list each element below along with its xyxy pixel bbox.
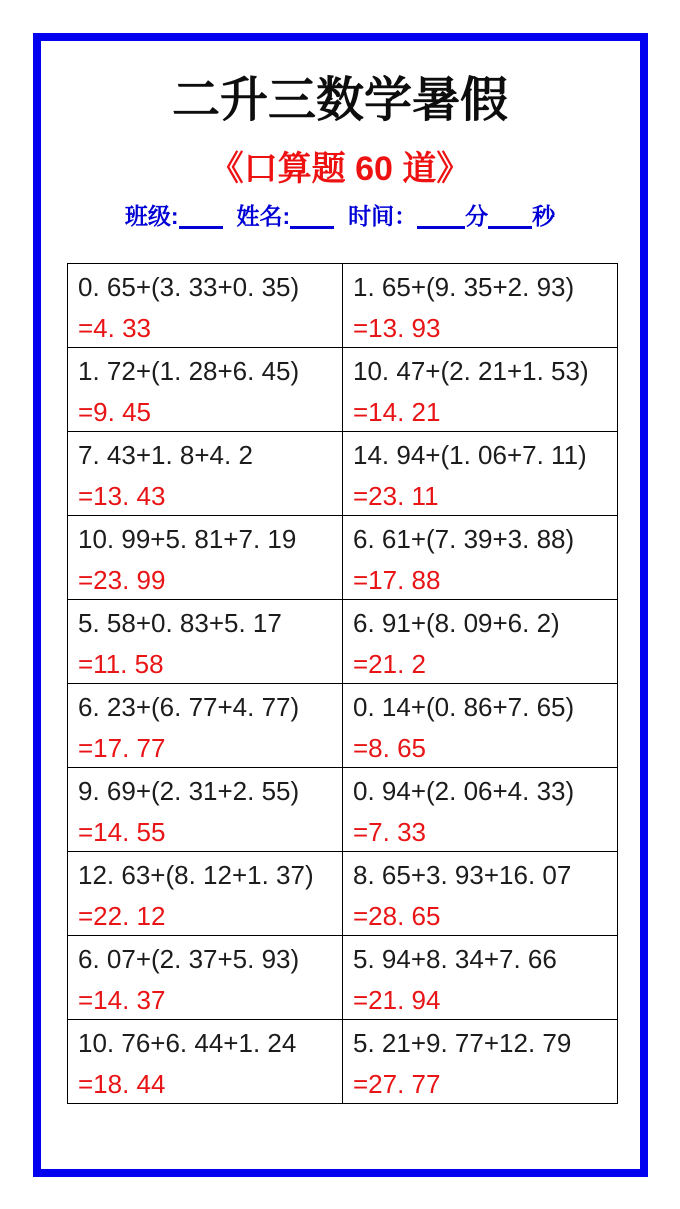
time-label: 时间： xyxy=(348,203,418,229)
problem-expression: 6. 61+(7. 39+3. 88) xyxy=(353,524,575,554)
minutes-blank-line xyxy=(417,203,465,229)
problem-cell-right xyxy=(343,516,618,600)
problem-expression: 10. 99+5. 81+7. 19 xyxy=(78,524,297,554)
problem-expression: 0. 65+(3. 33+0. 35) xyxy=(78,272,300,302)
problem-expression: 6. 23+(6. 77+4. 77) xyxy=(78,692,300,722)
problem-expression: 6. 91+(8. 09+6. 2) xyxy=(353,608,560,638)
table-row xyxy=(68,516,618,600)
problem-cell-left xyxy=(68,348,343,432)
problem-expression: 10. 47+(2. 21+1. 53) xyxy=(353,356,589,386)
table-row xyxy=(68,852,618,936)
problem-answer: =14. 55 xyxy=(78,817,166,847)
name-blank-line xyxy=(290,203,334,229)
problem-answer: =17. 77 xyxy=(78,733,166,763)
problems-table xyxy=(67,263,618,1104)
problem-expression: 5. 21+9. 77+12. 79 xyxy=(353,1028,572,1058)
table-row xyxy=(68,432,618,516)
problem-answer: =18. 44 xyxy=(78,1069,166,1099)
class-label: 班级: xyxy=(124,203,179,229)
problem-cell-right xyxy=(343,852,618,936)
problem-answer: =27. 77 xyxy=(353,1069,441,1099)
problem-cell-left xyxy=(68,936,343,1020)
problem-cell-left xyxy=(68,516,343,600)
problem-cell-right xyxy=(343,432,618,516)
problem-answer: =14. 37 xyxy=(78,985,166,1015)
page-subtitle: 《口算题 60 道》 xyxy=(209,150,471,188)
problem-expression: 1. 65+(9. 35+2. 93) xyxy=(353,272,575,302)
seconds-blank-line xyxy=(488,203,532,229)
problem-cell-right xyxy=(343,600,618,684)
problem-cell-right xyxy=(343,936,618,1020)
problem-expression: 14. 94+(1. 06+7. 11) xyxy=(353,440,587,470)
problem-cell-left xyxy=(68,432,343,516)
problem-expression: 5. 58+0. 83+5. 17 xyxy=(78,608,282,638)
problem-answer: =21. 2 xyxy=(353,649,427,679)
table-row xyxy=(68,348,618,432)
problem-cell-right xyxy=(343,1020,618,1104)
problem-cell-left xyxy=(68,600,343,684)
problem-expression: 12. 63+(8. 12+1. 37) xyxy=(78,860,314,890)
problem-expression: 8. 65+3. 93+16. 07 xyxy=(353,860,572,890)
problem-answer: =9. 45 xyxy=(78,397,152,427)
minute-unit-label: 分 xyxy=(465,203,489,229)
problem-answer: =23. 99 xyxy=(78,565,166,595)
problem-expression: 6. 07+(2. 37+5. 93) xyxy=(78,944,300,974)
problem-cell-left xyxy=(68,264,343,348)
problem-cell-right xyxy=(343,264,618,348)
problem-expression: 0. 14+(0. 86+7. 65) xyxy=(353,692,575,722)
table-row xyxy=(68,600,618,684)
problem-answer: =14. 21 xyxy=(353,397,441,427)
problem-answer: =13. 43 xyxy=(78,481,166,511)
problem-answer: =28. 65 xyxy=(353,901,441,931)
problem-answer: =4. 33 xyxy=(78,313,152,343)
table-row xyxy=(68,936,618,1020)
table-row xyxy=(68,768,618,852)
problem-expression: 5. 94+8. 34+7. 66 xyxy=(353,944,557,974)
problem-cell-right xyxy=(343,768,618,852)
problem-cell-right xyxy=(343,684,618,768)
problem-answer: =11. 58 xyxy=(78,649,164,679)
name-label: 姓名: xyxy=(236,203,291,229)
problem-cell-left xyxy=(68,852,343,936)
problem-cell-left xyxy=(68,768,343,852)
problem-answer: =17. 88 xyxy=(353,565,441,595)
info-line xyxy=(0,200,680,232)
class-blank-line xyxy=(179,203,223,229)
problems-table-body xyxy=(68,264,618,1104)
problem-cell-right xyxy=(343,348,618,432)
problem-answer: =7. 33 xyxy=(353,817,427,847)
page-title: 二升三数学暑假 xyxy=(171,74,508,127)
table-row xyxy=(68,1020,618,1104)
problem-cell-left xyxy=(68,1020,343,1104)
problem-answer: =8. 65 xyxy=(353,733,427,763)
problem-expression: 10. 76+6. 44+1. 24 xyxy=(78,1028,297,1058)
problem-expression: 0. 94+(2. 06+4. 33) xyxy=(353,776,575,806)
problem-answer: =23. 11 xyxy=(353,481,439,511)
problem-answer: =13. 93 xyxy=(353,313,441,343)
table-row xyxy=(68,684,618,768)
problem-answer: =22. 12 xyxy=(78,901,166,931)
problem-expression: 9. 69+(2. 31+2. 55) xyxy=(78,776,300,806)
second-unit-label: 秒 xyxy=(532,203,556,229)
problem-expression: 1. 72+(1. 28+6. 45) xyxy=(78,356,300,386)
problem-answer: =21. 94 xyxy=(353,985,441,1015)
table-row xyxy=(68,264,618,348)
problem-cell-left xyxy=(68,684,343,768)
problem-expression: 7. 43+1. 8+4. 2 xyxy=(78,440,253,470)
